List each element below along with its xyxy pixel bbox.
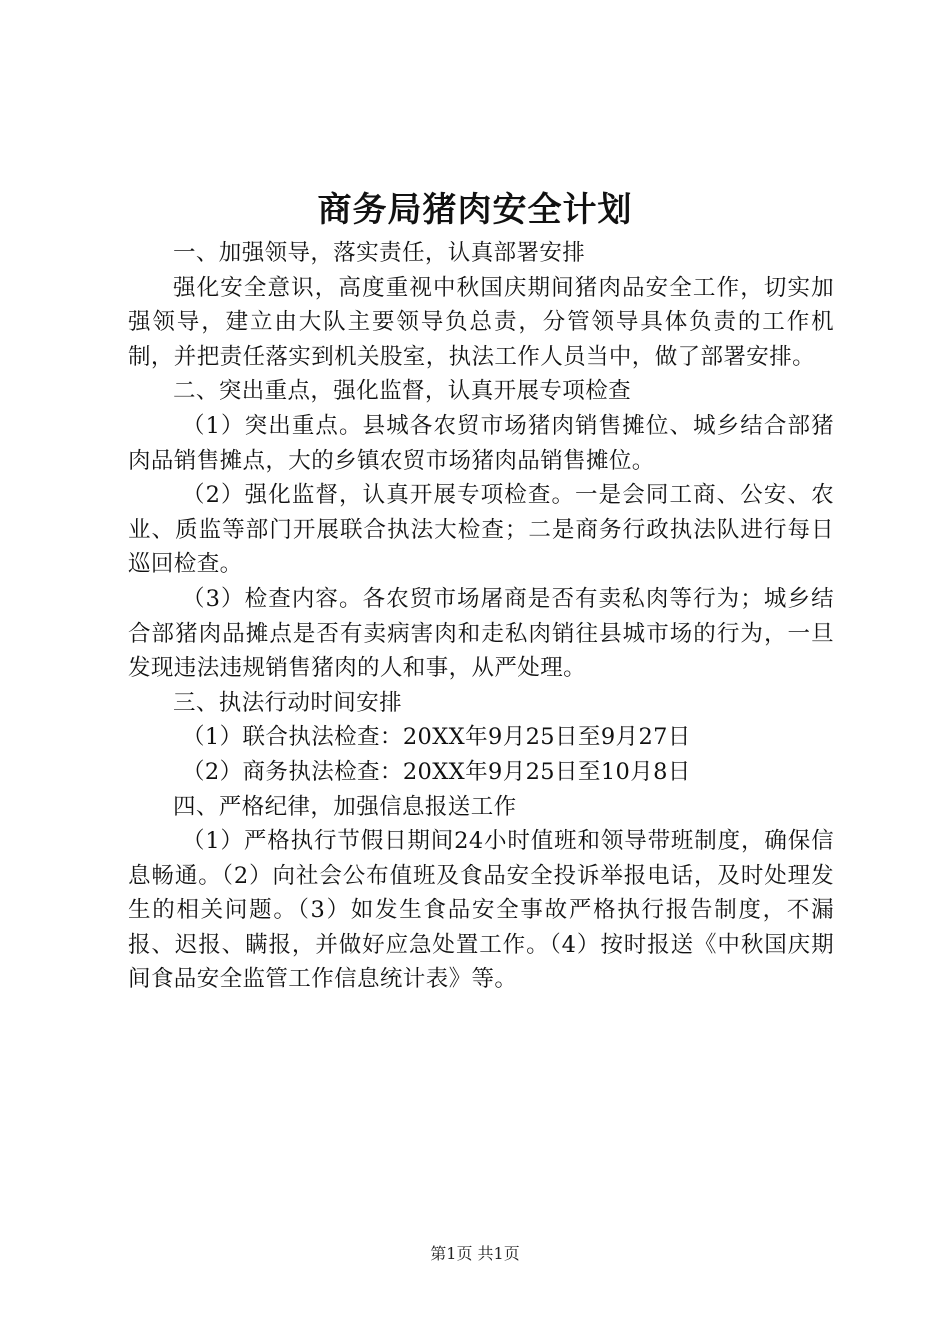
section-heading-2: 二、突出重点，强化监督，认真开展专项检查 <box>173 378 632 405</box>
document-title: 商务局猪肉安全计划 <box>317 190 633 230</box>
section-heading-3: 三、执法行动时间安排 <box>173 689 403 716</box>
paragraph: （2）强化监督，认真开展专项检查。一是会同工商、公安、农业、质监等部门开展联合执法大检查；二是商务行政执法队进行每日巡回检查。 <box>128 482 834 578</box>
paragraph: （1）严格执行节假日期间24小时值班和领导带班制度，确保信息畅通。（2）向社会公布值班及食品安全投诉举报电话，及时处理发生的相关问题。（3）如发生食品安全事故严格执行报告制度，不漏报、迟报、瞒报，并做好应急处置工作。（4）按时报送《中秋国庆期间食品安全监管工作信息统计表》等。 <box>128 828 834 993</box>
paragraph: （3）检查内容。各农贸市场屠商是否有卖私肉等行为；城乡结合部猪肉品摊点是否有卖病害肉和走私肉销往县城市场的行为，一旦发现违法违规销售猪肉的人和事，从严处理。 <box>128 585 834 682</box>
paragraph: （1）突出重点。县城各农贸市场猪肉销售摊位、城乡结合部猪肉品销售摊点，大的乡镇农贸市场猪肉品销售摊位。 <box>128 412 834 474</box>
section-heading-1: 一、加强领导，落实责任，认真部署安排 <box>173 240 586 266</box>
section-heading-4: 四、严格纪律，加强信息报送工作 <box>173 793 517 820</box>
schedule-item: （2）商务执法检查：20XX年9月25日至10月8日 <box>182 758 691 785</box>
page-number-footer: 第1页 共1页 <box>430 1244 520 1263</box>
paragraph: 强化安全意识，高度重视中秋国庆期间猪肉品安全工作，切实加强领导，建立由大队主要领导负总责，分管领导具体负责的工作机制，并把责任落实到机关股室，执法工作人员当中，做了部署安排。 <box>128 274 834 370</box>
schedule-item: （1）联合执法检查：20XX年9月25日至9月27日 <box>182 724 691 751</box>
document-body <box>128 236 834 997</box>
